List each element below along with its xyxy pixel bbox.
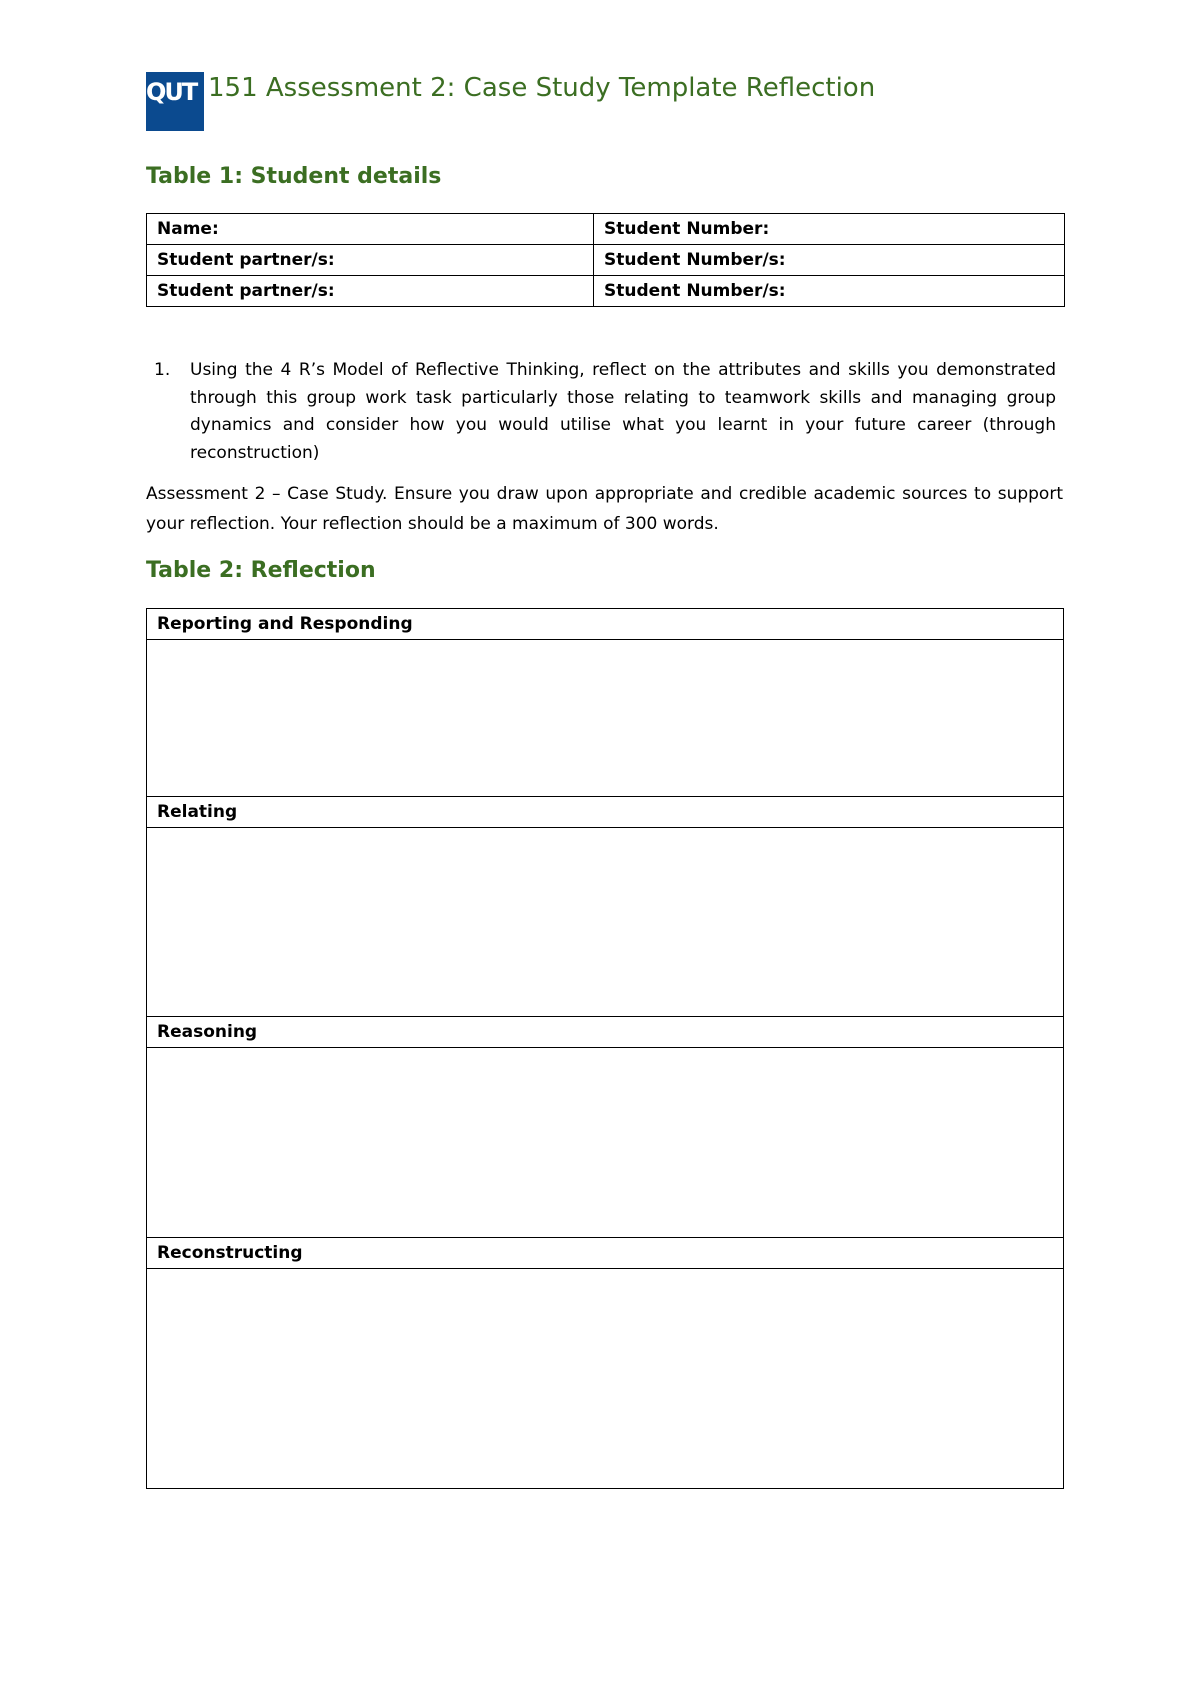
question-text: Using the 4 R’s Model of Reflective Thinking, reflect on the attributes and skills you demonstrated through this group work task particularly those relating to teamwork skills and managing group dynamics and consider how you would utilise what you learnt in your future career (through reconstruction)	[190, 360, 1056, 463]
qut-logo-text: QUT	[146, 78, 197, 106]
reconstructing-field[interactable]	[147, 1269, 1064, 1489]
reasoning-field[interactable]	[147, 1048, 1064, 1238]
relating-field[interactable]	[147, 828, 1064, 1017]
reflection-table	[146, 608, 1064, 1489]
table-row	[147, 609, 1064, 640]
relating-heading: Relating	[147, 797, 1064, 828]
instructions-paragraph: Assessment 2 – Case Study. Ensure you draw upon appropriate and credible academic sources to support your reflection. Your reflection should be a maximum of 300 words.	[146, 484, 1063, 534]
document-title: 151 Assessment 2: Case Study Template Reflection	[208, 73, 876, 103]
reporting-responding-field[interactable]	[147, 640, 1064, 797]
reporting-responding-heading: Reporting and Responding	[147, 609, 1064, 640]
table-row	[147, 1269, 1064, 1489]
student-partner-label[interactable]: Student partner/s:	[147, 245, 594, 276]
name-label[interactable]: Name:	[147, 214, 594, 245]
table-row	[147, 640, 1064, 797]
question-number: 1.	[154, 360, 171, 380]
student-partner-label[interactable]: Student partner/s:	[147, 276, 594, 307]
student-details-table	[146, 213, 1065, 307]
table-row	[147, 1238, 1064, 1269]
table-row	[147, 797, 1064, 828]
student-number-label[interactable]: Student Number:	[594, 214, 1065, 245]
question-1	[146, 357, 1056, 467]
table-row	[147, 214, 1065, 245]
table2-caption: Table 2: Reflection	[146, 558, 376, 583]
table1-caption: Table 1: Student details	[146, 164, 442, 189]
student-numbers-label[interactable]: Student Number/s:	[594, 245, 1065, 276]
reasoning-heading: Reasoning	[147, 1017, 1064, 1048]
table-row	[147, 245, 1065, 276]
table-row	[147, 1017, 1064, 1048]
reconstructing-heading: Reconstructing	[147, 1238, 1064, 1269]
table-row	[147, 276, 1065, 307]
table-row	[147, 828, 1064, 1017]
student-numbers-label[interactable]: Student Number/s:	[594, 276, 1065, 307]
table-row	[147, 1048, 1064, 1238]
